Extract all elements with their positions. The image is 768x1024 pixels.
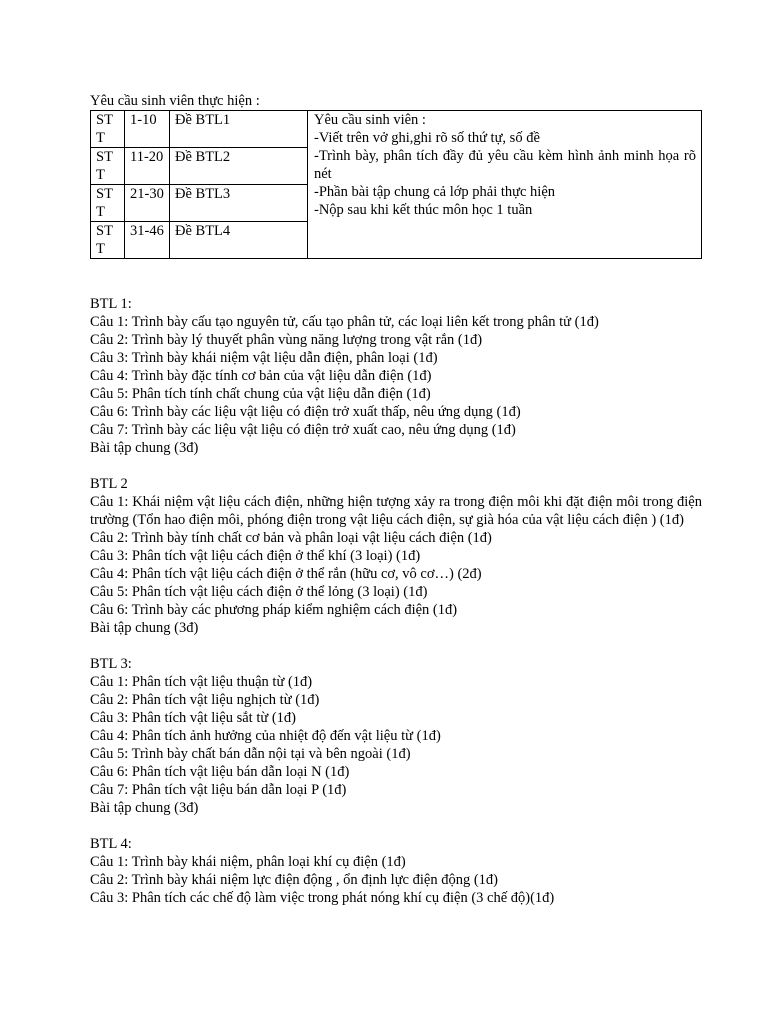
question-item: Câu 4: Phân tích vật liệu cách điện ở thể rắn (hữu cơ, vô cơ…) (2đ) (90, 566, 482, 582)
question-item: Câu 3: Phân tích các chế độ làm việc trong phát nóng khí cụ điện (3 chế độ)(1đ) (90, 890, 555, 906)
question-item: Câu 7: Phân tích vật liệu bán dẫn loại P (1đ) (90, 782, 347, 798)
question-item: Câu 3: Trình bày khái niệm vật liệu dẫn điện, phân loại (1đ) (90, 350, 438, 366)
question-item: Câu 5: Phân tích vật liệu cách điện ở thể lỏng (3 loại) (1đ) (90, 584, 428, 600)
question-item: Bài tập chung (3đ) (90, 800, 199, 816)
question-item: Câu 5: Phân tích tính chất chung của vật liệu dẫn điện (1đ) (90, 386, 431, 402)
stt-cell: STT (91, 185, 125, 222)
requirement-item: -Viết trên vở ghi,ghi rõ số thứ tự, số đề (314, 130, 540, 146)
question-item: Bài tập chung (3đ) (90, 440, 199, 456)
range-cell: 21-30 (125, 185, 170, 222)
requirements-cell (308, 111, 702, 259)
stt-cell: STT (91, 111, 125, 148)
topic-cell: Đề BTL3 (170, 185, 308, 222)
stt-cell: STT (91, 148, 125, 185)
question-item: Câu 1: Khái niệm vật liệu cách điện, những hiện tượng xảy ra trong điện môi khi đặt điện môi trong điện trường (Tổn hao điện môi, phóng điện trong vật liệu cách điện, sự già hóa của vật liệu cách điện ) (1đ) (90, 494, 702, 528)
section-title: BTL 2 (90, 476, 128, 492)
section-btl3 (90, 655, 702, 817)
question-item: Bài tập chung (3đ) (90, 620, 199, 636)
question-item: Câu 2: Trình bày tính chất cơ bản và phân loại vật liệu cách điện (1đ) (90, 530, 492, 546)
question-item: Câu 4: Trình bày đặc tính cơ bản của vật liệu dẫn điện (1đ) (90, 368, 432, 384)
question-item: Câu 7: Trình bày các liệu vật liệu có điện trở xuất cao, nêu ứng dụng (1đ) (90, 422, 516, 438)
question-item: Câu 6: Phân tích vật liệu bán dẫn loại N (1đ) (90, 764, 350, 780)
stt-cell: STT (91, 222, 125, 259)
question-item: Câu 6: Trình bày các liệu vật liệu có điện trở xuất thấp, nêu ứng dụng (1đ) (90, 404, 521, 420)
requirements-title: Yêu cầu sinh viên : (314, 112, 426, 128)
section-title: BTL 3: (90, 656, 132, 672)
requirement-item: -Phần bài tập chung cả lớp phải thực hiện (314, 184, 556, 200)
section-btl1 (90, 295, 702, 457)
question-item: Câu 2: Phân tích vật liệu nghịch từ (1đ) (90, 692, 320, 708)
assignment-table (90, 110, 702, 259)
question-item: Câu 4: Phân tích ảnh hưởng của nhiệt độ đến vật liệu từ (1đ) (90, 728, 441, 744)
section-btl2 (90, 475, 702, 637)
question-item: Câu 3: Phân tích vật liệu sắt từ (1đ) (90, 710, 296, 726)
requirement-item: -Trình bày, phân tích đầy đủ yêu cầu kèm hình ảnh minh họa rõ nét (314, 148, 696, 182)
section-title: BTL 4: (90, 836, 132, 852)
topic-cell: Đề BTL4 (170, 222, 308, 259)
topic-cell: Đề BTL2 (170, 148, 308, 185)
topic-cell: Đề BTL1 (170, 111, 308, 148)
section-btl4 (90, 835, 702, 907)
question-item: Câu 1: Trình bày khái niệm, phân loại khí cụ điện (1đ) (90, 854, 406, 870)
range-cell: 1-10 (125, 111, 170, 148)
table-row (91, 111, 702, 148)
question-item: Câu 5: Trình bày chất bán dẫn nội tại và bên ngoài (1đ) (90, 746, 411, 762)
question-item: Câu 2: Trình bày khái niệm lực điện động , ổn định lực điện động (1đ) (90, 872, 498, 888)
intro-heading: Yêu cầu sinh viên thực hiện : (90, 93, 260, 109)
section-title: BTL 1: (90, 296, 132, 312)
question-item: Câu 6: Trình bày các phương pháp kiểm nghiệm cách điện (1đ) (90, 602, 458, 618)
question-item: Câu 2: Trình bày lý thuyết phân vùng năng lượng trong vật rắn (1đ) (90, 332, 483, 348)
document-page (90, 93, 702, 907)
range-cell: 11-20 (125, 148, 170, 185)
question-item: Câu 1: Phân tích vật liệu thuận từ (1đ) (90, 674, 313, 690)
requirement-item: -Nộp sau khi kết thúc môn học 1 tuần (314, 202, 533, 218)
question-item: Câu 3: Phân tích vật liệu cách điện ở thể khí (3 loại) (1đ) (90, 548, 421, 564)
question-item: Câu 1: Trình bày cấu tạo nguyên tử, cấu tạo phân tử, các loại liên kết trong phân tử (1đ) (90, 314, 599, 330)
range-cell: 31-46 (125, 222, 170, 259)
